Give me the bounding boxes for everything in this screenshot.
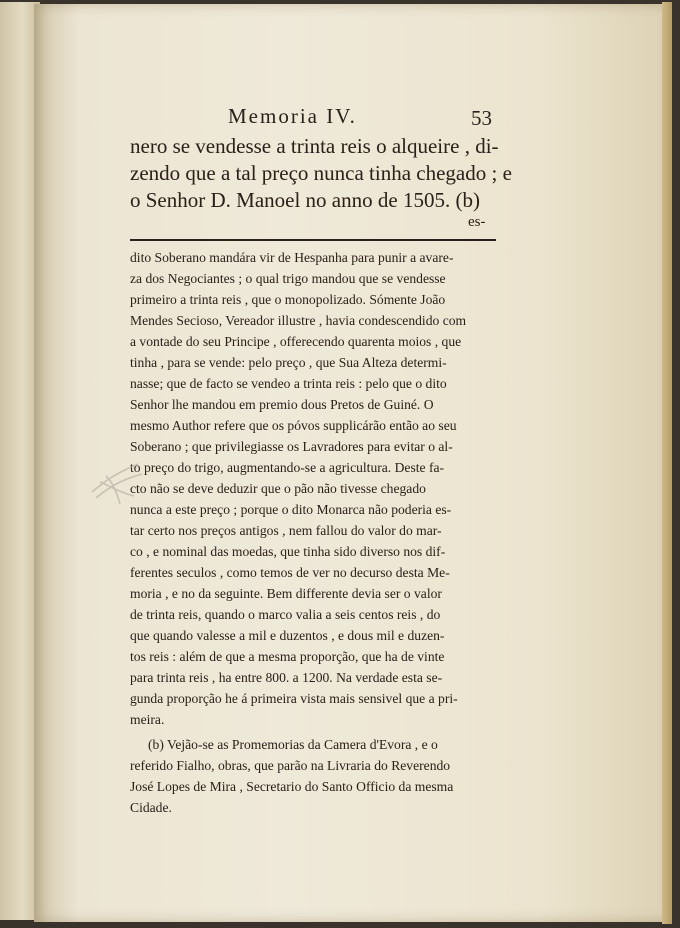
footnote-line: cto não se deve deduzir que o pão não tivesse chegado bbox=[130, 481, 426, 496]
footnote-line: de trinta reis, quando o marco valia a seis centos reis , do bbox=[130, 607, 441, 622]
main-text-line: o Senhor D. Manoel no anno de 1505. (b) bbox=[130, 188, 480, 212]
page-number: 53 bbox=[471, 106, 492, 130]
footnote-line: mesmo Author refere que os póvos supplicárão então ao seu bbox=[130, 418, 457, 433]
footnote-line: co , e nominal das moedas, que tinha sido diverso nos dif- bbox=[130, 544, 446, 559]
footnote-line: Soberano ; que privilegiasse os Lavradores para evitar o al- bbox=[130, 439, 453, 454]
footnote-line: tar certo nos preços antigos , nem fallou do valor do mar- bbox=[130, 523, 442, 538]
footnote-b-line: referido Fialho, obras, que parão na Livraria do Reverendo bbox=[130, 758, 451, 773]
footnote-line: a vontade do seu Principe , offerecendo quarenta moios , que bbox=[130, 334, 462, 349]
footnote-line: que quando valesse a mil e duzentos , e dous mil e duzen- bbox=[130, 628, 445, 643]
footnote-b-line: Cidade. bbox=[130, 800, 172, 815]
footnote-line: za dos Negociantes ; o qual trigo mandou que se vendesse bbox=[130, 271, 446, 286]
footnote-line: dito Soberano mandára vir de Hespanha para punir a avare- bbox=[130, 250, 454, 265]
catchword: es- bbox=[468, 214, 486, 230]
footnote-line: primeiro a trinta reis , que o monopolizado. Sómente João bbox=[130, 292, 446, 307]
footnote-line: Senhor lhe mandou em premio dous Pretos de Guiné. O bbox=[130, 397, 434, 412]
page-fore-edge bbox=[662, 2, 672, 924]
footnote-line: to preço do trigo, augmentando-se a agricultura. Deste fa- bbox=[130, 460, 445, 475]
footnote-line: moria , e no da seguinte. Bem differente devia ser o valor bbox=[130, 586, 442, 601]
footnote-line: nunca a este preço ; porque o dito Monarca não poderia es- bbox=[130, 502, 452, 517]
footnote-line: nasse; que de facto se vendeo a trinta reis : pelo que o dito bbox=[130, 376, 447, 391]
ink-smudge-mark bbox=[86, 452, 146, 512]
main-text-line: nero se vendesse a trinta reis o alqueire , di- bbox=[130, 134, 499, 158]
footnote-line: tinha , para se vende: pelo preço , que Sua Alteza determi- bbox=[130, 355, 447, 370]
footnote-line: gunda proporção he á primeira vista mais sensivel que a pri- bbox=[130, 691, 458, 706]
footnote-line: meira. bbox=[130, 712, 165, 727]
footnote-b-line: José Lopes de Mira , Secretario do Santo Officio da mesma bbox=[130, 779, 454, 794]
footnote-b-line: (b) Vejão-se as Promemorias da Camera d'Evora , e o bbox=[148, 737, 438, 752]
footnote-line: para trinta reis , ha entre 800. a 1200. Na verdade esta se- bbox=[130, 670, 443, 685]
footnote-line: tos reis : além de que a mesma proporção, que ha de vinte bbox=[130, 649, 445, 664]
running-head bbox=[228, 104, 492, 128]
main-text-line: zendo que a tal preço nunca tinha chegado ; e bbox=[130, 161, 512, 185]
footnote-line: Mendes Secioso, Vereador illustre , havia condescendido com bbox=[130, 313, 467, 328]
running-title: Memoria IV. bbox=[228, 104, 357, 128]
footnote-rule bbox=[130, 239, 496, 241]
footnote-line: ferentes seculos , como temos de ver no decurso desta Me- bbox=[130, 565, 450, 580]
